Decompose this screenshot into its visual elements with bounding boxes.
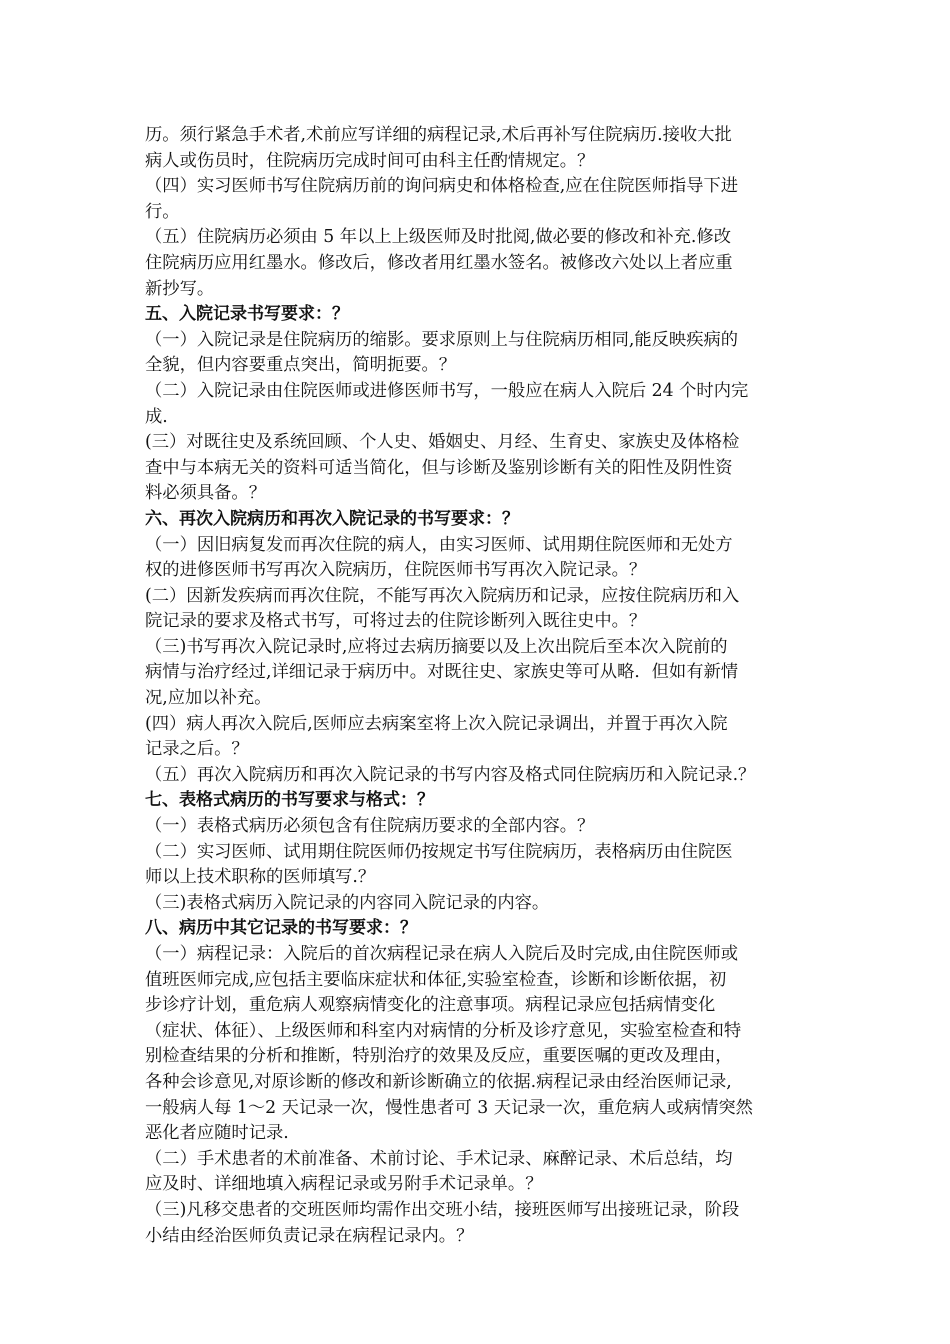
paragraph: （三)表格式病历入院记录的内容同入院记录的内容。 — [145, 892, 550, 913]
document-page — [145, 123, 820, 1249]
section-heading: 六、再次入院病历和再次入院记录的书写要求：？ — [145, 508, 519, 529]
paragraph: （二）手术患者的术前准备、术前讨论、手术记录、麻醉记录、术后总结，均 应及时、详细地填入病程记录或另附手术记录单。？ — [145, 1148, 733, 1195]
section-heading: 五、入院记录书写要求：？ — [145, 304, 349, 325]
paragraph: (四）病人再次入院后,医师应去病案室将上次入院记录调出，并置于再次入院 记录之后。？ — [145, 713, 728, 760]
paragraph: （四）实习医师书写住院病历前的询问病史和体格检查,应在住院医师指导下进 行。 — [145, 176, 739, 222]
paragraph: （二）入院记录由住院医师或进修医师书写，一般应在病人入院后 24 个时内完 成. — [145, 380, 749, 427]
paragraph: （一）因旧病复发而再次住院的病人，由实习医师、试用期住院医师和无处方 权的进修医师书写再次入院病历，住院医师书写再次入院记录。？ — [145, 534, 733, 581]
paragraph: （二）实习医师、试用期住院医师仍按规定书写住院病历，表格病历由住院医 师以上技术职称的医师填写.？ — [145, 841, 733, 888]
section-heading: 七、表格式病历的书写要求与格式：？ — [145, 790, 434, 811]
paragraph: （三)书写再次入院记录时,应将过去病历摘要以及上次出院后至本次入院前的 病情与治疗经过,详细记录于病历中。对既往史、家族史等可从略．但如有新情 况,应加以补充。 — [145, 636, 739, 709]
paragraph: （五）住院病历必须由 5 年以上上级医师及时批阅,做必要的修改和补充.修改 住院病历应用红墨水。修改后，修改者用红墨水签名。被修改六处以上者应重 新抄写。 — [145, 227, 733, 299]
paragraph: （一）病程记录：入院后的首次病程记录在病人入院后及时完成,由住院医师或 值班医师完成,应包括主要临床症状和体征,实验室检查，诊断和诊断依据，初 步诊疗计划，重危病人观察病情变化的注意事项。病程记录应包括病情变化 （症状、体征）、上级医师和科室内对病情的分析及诊疗意见，实验室检查和特 别检查结果的分析和推断，特别治疗的效果及反应，重要医嘱的更改及理由， 各种会诊意见,对原诊断的修改和新诊断确立的依据.病程记录由经治医师记录, 一般病人每 1～2 天记录一次，慢性患者可 3 天记录一次，重危病人或病情突然 恶化者应随时记录. — [145, 944, 753, 1144]
paragraph: （三)凡移交患者的交班医师均需作出交班小结，接班医师写出接班记录，阶段 小结由经治医师负责记录在病程记录内。？ — [145, 1199, 740, 1246]
paragraph: （一）入院记录是住院病历的缩影。要求原则上与住院病历相同,能反映疾病的 全貌，但内容要重点突出，简明扼要。？ — [145, 329, 739, 376]
paragraph: 历。须行紧急手术者,术前应写详细的病程记录,术后再补写住院病历.接收大批 病人或伤员时，住院病历完成时间可由科主任酌情规定。？ — [145, 125, 732, 171]
paragraph: (三）对既往史及系统回顾、个人史、婚姻史、月经、生育史、家族史及体格检 查中与本病无关的资料可适当简化，但与诊断及鉴别诊断有关的阳性及阴性资 料必须具备。？ — [145, 432, 740, 504]
paragraph: （五）再次入院病历和再次入院记录的书写内容及格式同住院病历和入院记录.？ — [145, 764, 756, 785]
paragraph: (二）因新发疾病而再次住院，不能写再次入院病历和记录，应按住院病历和入 院记录的要求及格式书写，可将过去的住院诊断列入既往史中。？ — [145, 585, 740, 632]
section-heading: 八、病历中其它记录的书写要求：？ — [145, 918, 417, 939]
paragraph: （一）表格式病历必须包含有住院病历要求的全部内容。？ — [145, 816, 595, 837]
